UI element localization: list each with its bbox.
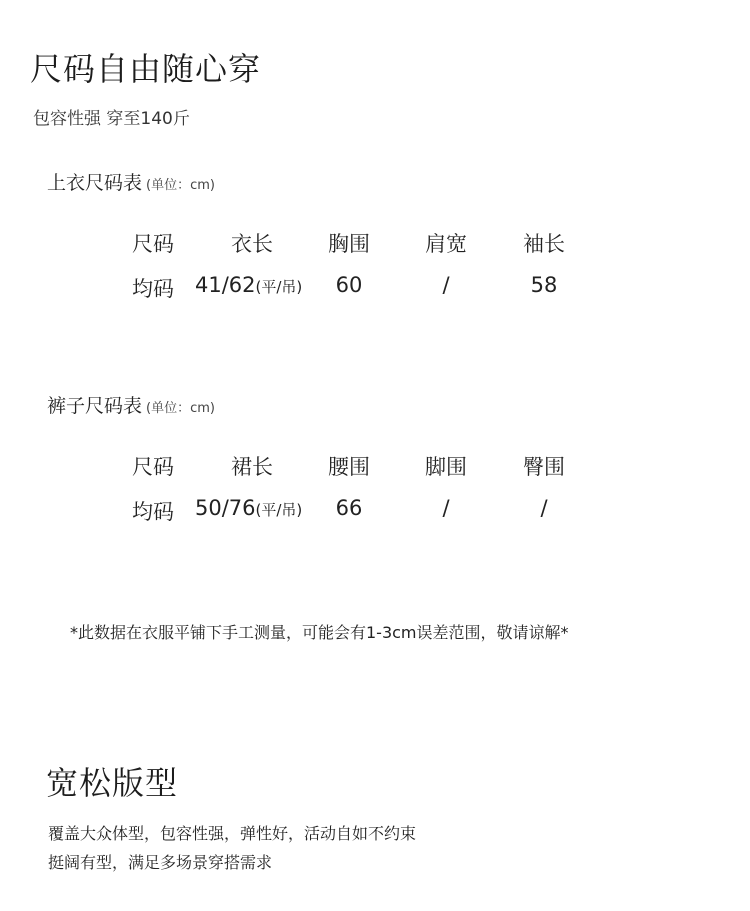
bottom-row-hip: / xyxy=(540,496,548,520)
top-row-shoulder: / xyxy=(442,273,450,297)
page-title: 尺码自由随心穿 xyxy=(30,50,262,88)
top-row-size: 均码 xyxy=(132,277,174,301)
fit-description-line-2: 挺阔有型，满足多场景穿搭需求 xyxy=(48,853,273,872)
bottom-table-title: 裤子尺码表 xyxy=(47,395,143,417)
top-col-length: 衣长 xyxy=(231,232,273,256)
top-table-unit: (单位：cm) xyxy=(146,178,215,193)
top-row-chest: 60 xyxy=(335,273,363,297)
bottom-col-size: 尺码 xyxy=(132,455,174,479)
bottom-col-length: 裙长 xyxy=(231,455,273,479)
bottom-row-length-value: 50/76 xyxy=(195,496,256,520)
bottom-row-size: 均码 xyxy=(132,500,174,524)
measurement-note: *此数据在衣服平铺下手工测量，可能会有1-3cm误差范围，敬请谅解* xyxy=(70,623,569,642)
bottom-col-hip: 臀围 xyxy=(523,455,565,479)
fit-section-title: 宽松版型 xyxy=(46,764,179,802)
top-row-length xyxy=(195,273,302,297)
top-row-sleeve: 58 xyxy=(530,273,558,297)
top-col-chest: 胸围 xyxy=(328,232,370,256)
bottom-row-hem: / xyxy=(442,496,450,520)
fit-description-line-1: 覆盖大众体型，包容性强，弹性好，活动自如不约束 xyxy=(48,824,417,843)
bottom-row-length-note: (平/吊) xyxy=(255,501,303,519)
bottom-col-hem: 脚围 xyxy=(425,455,467,479)
top-table-heading xyxy=(47,168,215,195)
top-col-shoulder: 肩宽 xyxy=(425,232,467,256)
top-col-sleeve: 袖长 xyxy=(523,232,565,256)
top-row-length-value: 41/62 xyxy=(195,273,256,297)
bottom-row-waist: 66 xyxy=(335,496,363,520)
top-table-title: 上衣尺码表 xyxy=(47,172,143,194)
bottom-col-waist: 腰围 xyxy=(328,455,370,479)
top-row-length-note: (平/吊) xyxy=(255,278,303,296)
page-subtitle: 包容性强 穿至140斤 xyxy=(33,109,190,129)
bottom-row-length xyxy=(195,496,302,520)
top-col-size: 尺码 xyxy=(132,232,174,256)
bottom-table-unit: (单位：cm) xyxy=(146,401,215,416)
bottom-table-heading xyxy=(47,391,215,418)
